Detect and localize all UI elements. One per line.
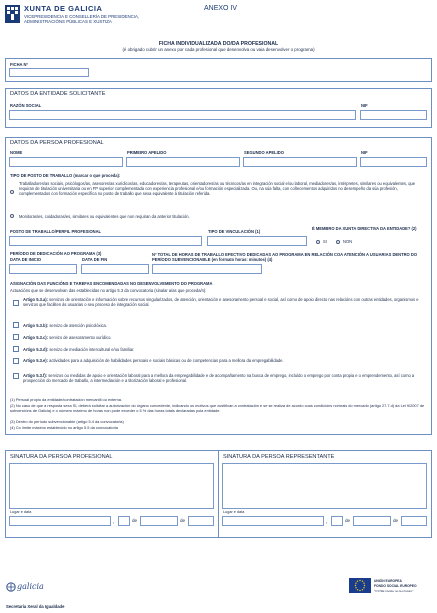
artigo-f-text: Artigo 5.3.f): servizos ou medidas de apoio e orientación laboral para a mellora da empregabilidade e de acompañamento na busca de emprego, incluído o emprego por conta propia e o emprendemento, así como a prospección do mercado de traballo, a intermediación e a titorización laboral e profesional. bbox=[23, 373, 415, 384]
artigo-c-checkbox[interactable] bbox=[13, 334, 19, 340]
membro-si-radio[interactable] bbox=[316, 240, 320, 244]
entidade-nif-label: NIF bbox=[361, 103, 368, 108]
comma-left: , bbox=[113, 519, 115, 525]
signatures-divider bbox=[218, 450, 219, 538]
place-field-right[interactable] bbox=[222, 516, 324, 526]
artigo-e-checkbox[interactable] bbox=[13, 358, 19, 364]
posto-field[interactable] bbox=[9, 236, 202, 246]
page-subtitle: (é obrigado cubrir un anexo por cada profesional que desenvolva ou vaia desenvolver o programa) bbox=[122, 47, 315, 52]
de-2-right: de bbox=[393, 518, 399, 523]
place-date-label-right: Lugar e data bbox=[223, 510, 245, 514]
horas-field[interactable] bbox=[152, 264, 262, 274]
eu-line-1: UNIÓN EUROPEA bbox=[374, 579, 402, 583]
asignacion-label: ASIGNACIÓN DAS FUNCIÓNS E TAREFAS ENCOMENDADAS NO DESENVOLVEMENTO DO PROGRAMA bbox=[10, 281, 213, 286]
membro-si-label: SI bbox=[323, 239, 327, 244]
data-inicio-field[interactable] bbox=[9, 264, 77, 274]
horas-label: Nº TOTAL DE HORAS DE TRABALLO EFECTIVO DEDICADAS AO PROGRAMA EN RELACIÓN COA ATENCIÓN A USUARIAS DENTRO DO PERÍODO SUBVENCIONABLE (en formato horas: minutos) (4) bbox=[152, 252, 418, 263]
nome-field[interactable] bbox=[9, 157, 123, 167]
day-field-right[interactable] bbox=[331, 516, 343, 526]
note-3: (3) Dentro do período subvencionable (artigo 5.4 da convocatoria) bbox=[10, 419, 124, 424]
vinculacion-field[interactable] bbox=[207, 236, 307, 246]
posto-label: POSTO DE TRABALLO/PERFIL PROFESIONAL bbox=[10, 229, 102, 234]
asignacion-sublabel: Actuacións que se desenvolvan das establecidas no artigo 5.3 da convocatoria (sinalar a/as que proceda/n): bbox=[10, 288, 207, 293]
entidade-nif-field[interactable] bbox=[360, 110, 427, 120]
de-2-left: de bbox=[180, 518, 186, 523]
eu-flag-icon bbox=[349, 578, 371, 593]
membro-label: É MEMBRO DA XUNTA DIRECTIVA DA ENTIDADE? (2) bbox=[312, 226, 417, 231]
signature-professional-area[interactable] bbox=[9, 463, 214, 509]
tipo-posto-option-2-radio[interactable] bbox=[10, 214, 14, 218]
tipo-posto-option-1-radio[interactable] bbox=[10, 190, 14, 194]
artigo-f-checkbox[interactable] bbox=[13, 373, 19, 379]
tipo-posto-label: TIPO DE POSTO DE TRABALLO (marcar o que proceda): bbox=[10, 173, 121, 178]
page-title: FICHA INDIVIDUALIZADA DO/DA PROFESIONAL bbox=[158, 41, 279, 47]
periodo-label: PERÍODO DE DEDICACIÓN AO PROGRAMA (3) bbox=[10, 251, 102, 256]
artigo-d-text: Artigo 5.3.d): servizo de mediación intercultural e/ou familiar. bbox=[23, 347, 135, 352]
membro-non-radio[interactable] bbox=[336, 240, 340, 244]
galicia-logo-icon bbox=[6, 582, 16, 592]
eu-line-2: FONDO SOCIAL EUROPEO bbox=[374, 584, 417, 588]
tipo-posto-option-1-text: Traballadores/as sociais, psicólogos/as, asesores/as xurídicos/as, educadores/as, terapeutas, orientadores/as ou técnicos/as en integración social e/ou laboral, mediadores/as, intérpretes, similares ou equivalentes, que requiran de titulación universitaria ou en FP superior complementada con experiencia profesional e/ou formación especializada. Ou, na súa falta, con coñecementos adquiridos no desempeño da súa profesión, complementados con formación específica no posto de traballo que sexa equivalente á titulación referida. bbox=[19, 181, 416, 197]
segundo-apelido-field[interactable] bbox=[243, 157, 357, 167]
de-1-right: de bbox=[345, 518, 351, 523]
vinculacion-label: TIPO DE VINCULACIÓN (1) bbox=[208, 229, 261, 234]
day-field-left[interactable] bbox=[118, 516, 130, 526]
place-date-label-left: Lugar e data bbox=[10, 510, 32, 514]
razon-social-label: RAZÓN SOCIAL bbox=[10, 103, 42, 108]
nome-label: NOME bbox=[10, 150, 23, 155]
artigo-a-text: Artigo 5.3.a): servizos de orientación e información sobre recursos singularizados, de atención, orientación e asesoramento persoal e social, así como de apoio directo nas relacións con outras entidades, organismos e servizos que faciliten ás usuarias o seu proceso de integración social. bbox=[23, 297, 419, 308]
data-fin-field[interactable] bbox=[81, 264, 149, 274]
artigo-b-checkbox[interactable] bbox=[13, 322, 19, 328]
tipo-posto-option-2-text: Monitoras/es, coidadoras/es, similares ou equivalentes que non requiran da anterior titulación. bbox=[19, 214, 190, 219]
segundo-apelido-label: SEGUNDO APELIDO bbox=[244, 150, 284, 155]
primeiro-apelido-label: PRIMEIRO APELIDO bbox=[127, 150, 167, 155]
artigo-e-text: Artigo 5.3.e): actividades para a adquisición de habilidades persoais e sociais básicas ou de competencias para a mellora da empregabilidade. bbox=[23, 358, 284, 363]
artigo-c-text: Artigo 5.3.c): servizo de asesoramento xurídico. bbox=[23, 335, 112, 340]
primeiro-apelido-field[interactable] bbox=[126, 157, 240, 167]
xunta-logo-icon bbox=[5, 5, 20, 23]
persoa-nif-field[interactable] bbox=[360, 157, 427, 167]
membro-non-label: NON bbox=[343, 239, 353, 244]
signature-representative-label: SINATURA DA PERSOA REPRESENTANTE bbox=[223, 454, 335, 460]
month-field-right[interactable] bbox=[353, 516, 391, 526]
eu-line-3: "O FSE inviste no teu futuro" bbox=[374, 589, 414, 593]
artigo-d-checkbox[interactable] bbox=[13, 346, 19, 352]
data-inicio-label: DATA DE INICIO bbox=[10, 257, 42, 262]
razon-social-field[interactable] bbox=[9, 110, 356, 120]
artigo-b-text: Artigo 5.3.b): servizo de atención psicolóxica. bbox=[23, 323, 107, 328]
signature-professional-label: SINATURA DA PERSOA PROFESIONAL bbox=[10, 454, 113, 460]
department-name: VICEPRESIDENCIA E CONSELLERÍA DE PRESIDENCIA, ADMINISTRACIÓNS PÚBLICAS E XUSTIZA bbox=[24, 14, 140, 25]
place-field-left[interactable] bbox=[9, 516, 111, 526]
year-field-right[interactable] bbox=[401, 516, 427, 526]
year-field-left[interactable] bbox=[188, 516, 214, 526]
data-fin-label: DATA DE FIN bbox=[82, 257, 108, 262]
month-field-left[interactable] bbox=[140, 516, 178, 526]
persoa-section-title: DATOS DA PERSOA PROFESIONAL bbox=[10, 140, 104, 146]
galicia-wordmark: galicia bbox=[17, 582, 44, 591]
secretaria-label: Secretaría Xeral da Igualdade bbox=[6, 604, 65, 609]
org-name: XUNTA DE GALICIA bbox=[24, 4, 103, 13]
entidade-section-title: DATOS DA ENTIDADE SOLICITANTE bbox=[10, 91, 106, 97]
signature-representative-area[interactable] bbox=[222, 463, 427, 509]
artigo-a-checkbox[interactable] bbox=[13, 300, 19, 306]
note-4: (4) Co límite máximo establecido no artigo 5.5 da convocatoria bbox=[10, 425, 118, 430]
ficha-field[interactable] bbox=[9, 68, 89, 77]
de-1-left: de bbox=[132, 518, 138, 523]
note-2: (2) No caso de que a resposta sexa SI, deberá solicitar a autorización do órgano concedente, indicando os motivos que xustifican a contratación e se se realiza de acordo coas condicións normais do mercado (artigo 27.7.d) da Lei 9/2007 de subvencións de Galicia) e o número máximo de horas non pode exceder o 5 % das horas totais declaradas pola entidade. bbox=[10, 403, 425, 413]
persoa-nif-label: NIF bbox=[361, 150, 368, 155]
annex-label: ANEXO IV bbox=[204, 5, 238, 12]
ficha-label: FICHA Nº bbox=[10, 62, 28, 67]
comma-right: , bbox=[326, 519, 328, 525]
note-1: (1) Persoal propio da entidade/contratación mercantil ou externa. bbox=[10, 397, 123, 402]
